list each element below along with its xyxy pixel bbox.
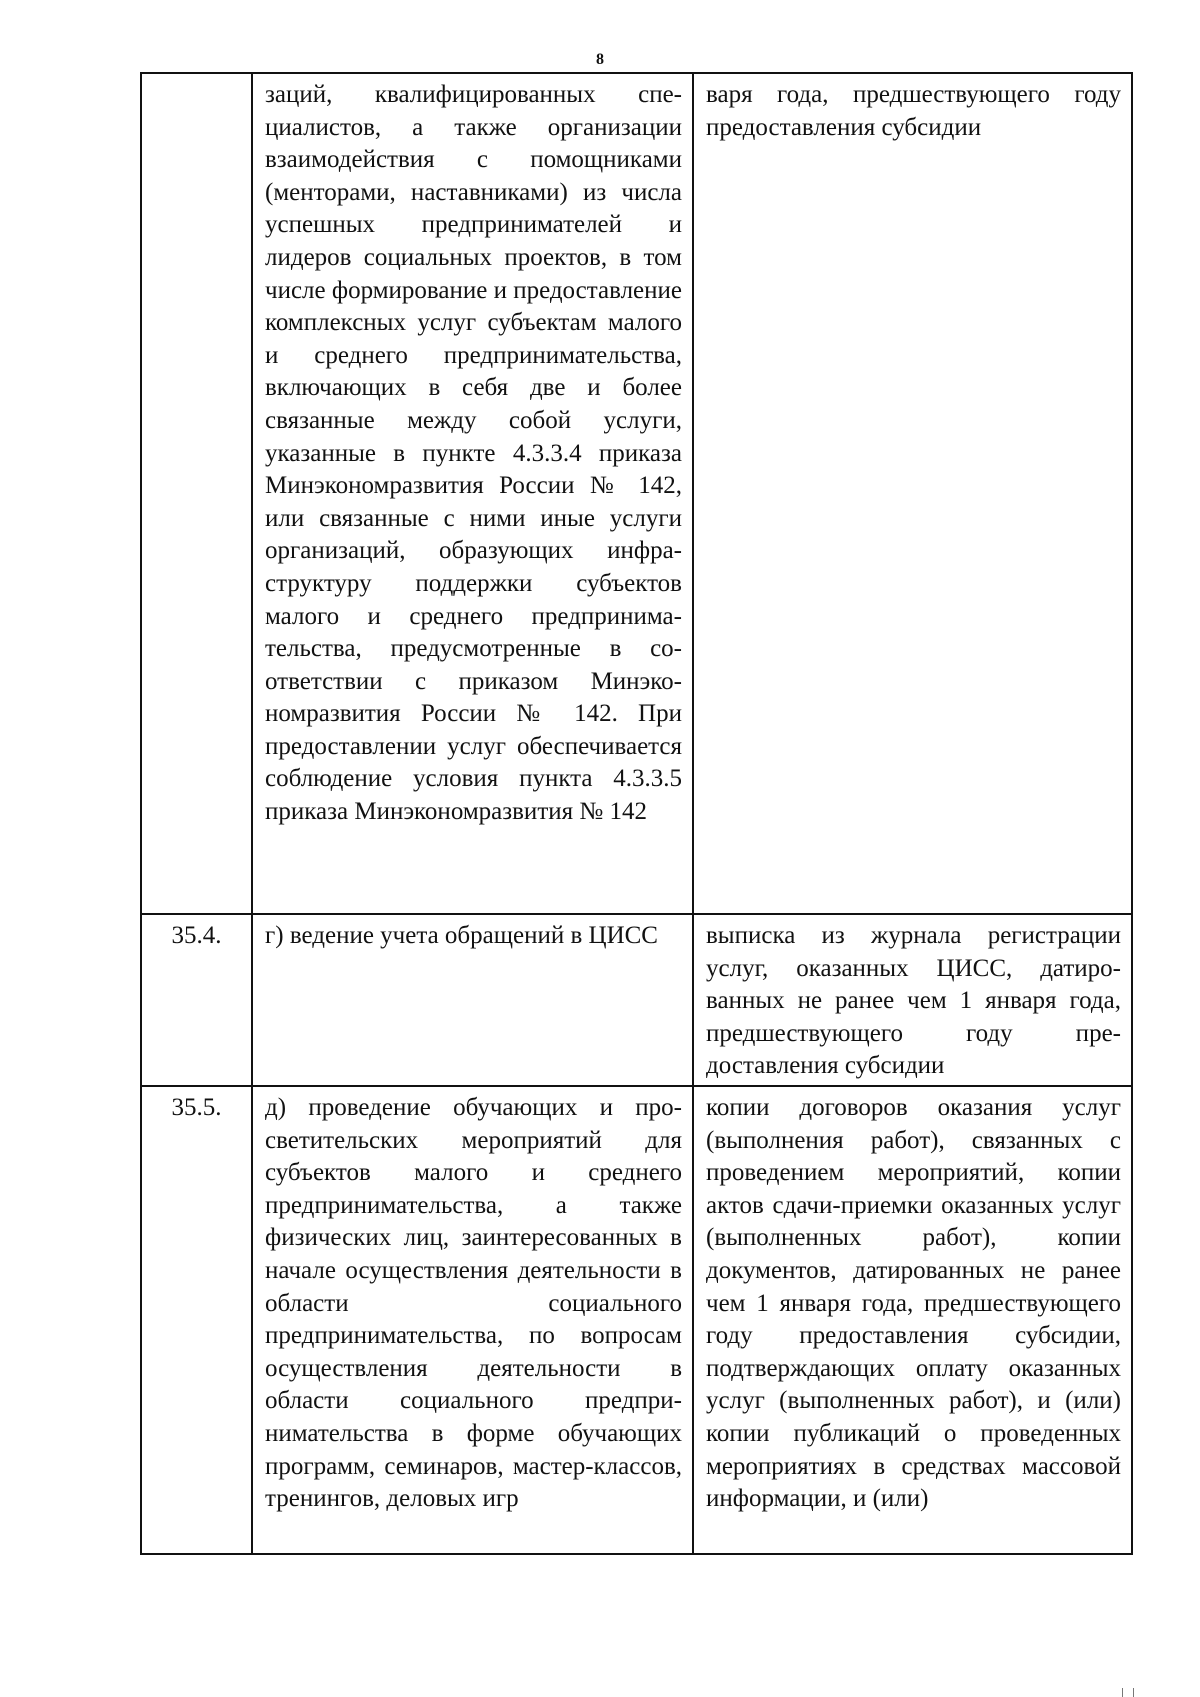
item-number-cell: 35.5. xyxy=(141,1086,252,1554)
documents-cell: копии договоров оказания услуг (выполнения работ), связанных с проведением мероприятий, копии актов сдачи-приемки оказанных услуг (выполненных работ), копии документов, датированных не ранее чем 1 января года, предшествующего году предоставления субсидии, подтверждающих оплату оказанных услуг (выполненных работ), и (или) копии публикаций о проведенных мероприятиях в средствах массовой информации, и (или) xyxy=(693,1086,1132,1554)
item-number-cell xyxy=(141,73,252,914)
table-row xyxy=(141,73,1132,914)
requirements-table xyxy=(140,72,1133,1555)
item-number-cell: 35.4. xyxy=(141,914,252,1086)
documents-cell: варя года, предшествующего году предоставления субсидии xyxy=(693,73,1132,914)
documents-cell: выписка из журнала регистрации услуг, оказанных ЦИСС, датированных не ранее чем 1 января года, предшествующего году предоставления субсидии xyxy=(693,914,1132,1086)
description-cell: г) ведение учета обращений в ЦИСС xyxy=(252,914,693,1086)
table-row xyxy=(141,914,1132,1086)
scan-artifact xyxy=(1122,1688,1134,1697)
description-cell: заций, квалифицированных специалистов, а также организации взаимодействия с помощниками (менторами, наставниками) из числа успешных предпринимателей и лидеров социальных проектов, в том числе формирование и предоставление комплексных услуг субъектам малого и среднего предпринимательства, включающих в себя две и более связанные между собой услуги, указанные в пункте 4.3.3.4 приказа Минэкономразвития России № 142, или связанные с ними иные услуги организаций, образующих инфраструктуру поддержки субъектов малого и среднего предпринимательства, предусмотренные в соответствии с приказом Минэкономразвития России № 142. При предоставлении услуг обеспечивается соблюдение условия пункта 4.3.3.5 приказа Минэкономразвития № 142 xyxy=(252,73,693,914)
description-cell: д) проведение обучающих и просветительских мероприятий для субъектов малого и среднего предпринимательства, а также физических лиц, заинтересованных в начале осуществления деятельности в области социального предпринимательства, по вопросам осуществления деятельности в области социального предпринимательства в форме обучающих программ, семинаров, мастер-классов, тренингов, деловых игр xyxy=(252,1086,693,1554)
page-number: 8 xyxy=(596,51,604,68)
table-row xyxy=(141,1086,1132,1554)
